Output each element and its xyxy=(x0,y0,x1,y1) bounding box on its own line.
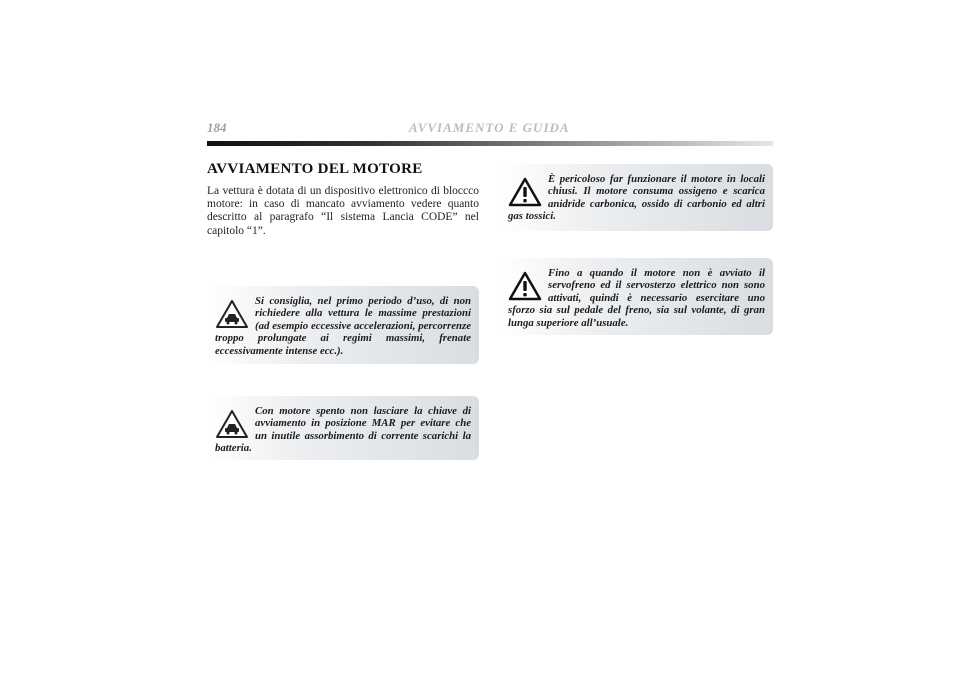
caution-note-text: Con motore spento non lasciare la chiave di avviamento in posizione MAR per evitare che un inutile assorbimento di corrente scarichi la batteria. xyxy=(215,405,471,455)
car-caution-icon xyxy=(215,409,249,439)
warning-note-text: Fino a quando il motore non è avviato il servofreno ed il servosterzo elettrico non sono attivati, quindi è necessario esercitare uno sforzo sia sul pedale del freno, sia sul volante, di gran lunga superiore all’usuale. xyxy=(508,267,765,329)
warning-triangle-icon xyxy=(508,177,542,207)
warning-note-text: È pericoloso far funzionare il motore in locali chiusi. Il motore consuma ossigeno e scarica anidride carbonica, ossido di carbonio ed altri gas tossici. xyxy=(508,173,765,223)
main-heading: AVVIAMENTO DEL MOTORE xyxy=(207,161,423,177)
header-rule xyxy=(207,141,773,146)
body-paragraph: La vettura è dotata di un dispositivo elettronico di bloccco motore: in caso di mancato avviamento vedere quanto descritto al paragrafo “Il sistema Lancia CODE” nel capitolo “1”. xyxy=(207,185,479,237)
page-number: 184 xyxy=(207,120,227,135)
section-title: AVVIAMENTO E GUIDA xyxy=(409,120,570,135)
caution-note-key-position xyxy=(207,396,479,460)
caution-note-text: Si consiglia, nel primo periodo d’uso, di non richiedere alla vettura le massime prestazioni (ad esempio eccessive accelerazioni, percorrenze troppo prolungate ai regimi massimi, frenate eccessivamente intense ecc.). xyxy=(215,295,471,357)
warning-triangle-icon xyxy=(508,271,542,301)
caution-note-first-use xyxy=(207,286,479,364)
page-header xyxy=(207,120,773,150)
warning-note-servo xyxy=(500,258,773,335)
warning-note-closed-spaces xyxy=(500,164,773,231)
car-caution-icon xyxy=(215,299,249,329)
